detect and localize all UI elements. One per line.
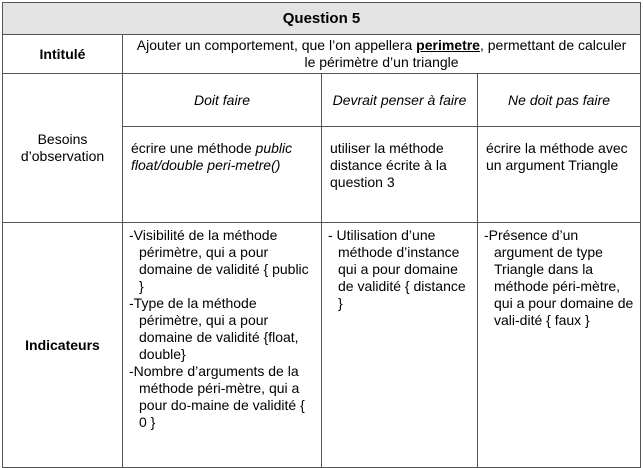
- intitule-label: Intitulé: [3, 35, 123, 74]
- indicateurs-doit-faire: [123, 223, 322, 468]
- indicator-list: [129, 227, 315, 431]
- question-table: [2, 2, 641, 468]
- observation-devrait-penser: utiliser la méthode distance écrite à la question 3: [322, 127, 478, 223]
- indicator-item: -Nombre d’arguments de la méthode péri-mètre, qui a pour do-maine de validité { 0 }: [129, 363, 305, 430]
- indicateurs-devrait-penser: [322, 223, 478, 468]
- indicator-list: [484, 227, 634, 329]
- observation-doit-faire: [123, 127, 322, 223]
- table-title: Question 5: [3, 3, 641, 35]
- indicator-item: -Présence d’un argument de type Triangle dans la méthode péri-mètre, qui a pour domaine de vali-dité { faux }: [484, 227, 634, 328]
- column-header-doit-faire: Doit faire: [123, 74, 322, 127]
- indicateurs-label: Indicateurs: [3, 223, 123, 468]
- besoins-label: Besoins d’observation: [3, 74, 123, 223]
- indicator-item: -Visibilité de la méthode périmètre, qui a pour domaine de validité { public }: [129, 227, 309, 294]
- observation-ne-doit-pas: écrire la méthode avec un argument Triangle: [478, 127, 641, 223]
- indicateurs-ne-doit-pas: [478, 223, 641, 468]
- indicator-list: [328, 227, 471, 312]
- indicator-item: - Utilisation d’une méthode d’instance qui a pour domaine de validité { distance }: [328, 227, 466, 311]
- intitule-text-before: Ajouter un comportement, que l’on appellera: [136, 37, 417, 53]
- column-header-ne-doit-pas: Ne doit pas faire: [478, 74, 641, 127]
- intitule-keyword: perimetre: [416, 37, 480, 53]
- method-signature: public float/double peri-metre(): [131, 140, 293, 173]
- intitule-text: [123, 35, 641, 74]
- observation-doit-faire-text: écrire une méthode: [131, 140, 256, 156]
- column-header-devrait-penser: Devrait penser à faire: [322, 74, 478, 127]
- indicator-item: -Type de la méthode périmètre, qui a pour domaine de validité {float, double}: [129, 295, 299, 362]
- intitule-text-after: , permettant de calculer le périmètre d’un triangle: [304, 37, 627, 70]
